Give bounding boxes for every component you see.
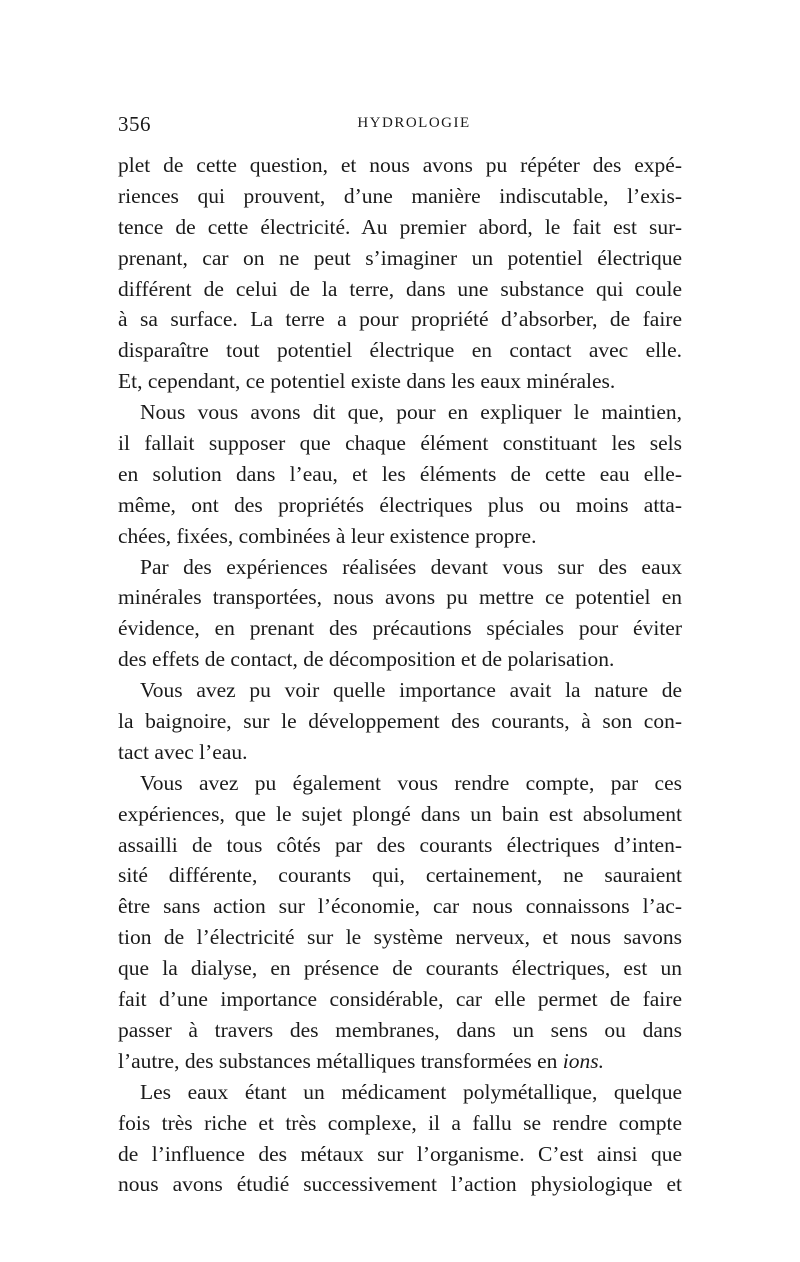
page-number: 356 xyxy=(118,112,151,136)
text-line-content: Les eaux étant un médicament polymétallique, quelque xyxy=(140,1079,682,1104)
text-line xyxy=(118,799,682,830)
text-line xyxy=(118,830,682,861)
text-line xyxy=(118,304,682,335)
text-line xyxy=(118,1108,682,1139)
text-line xyxy=(118,768,682,799)
text-line-content: disparaître tout potentiel électrique en contact avec elle. xyxy=(118,338,682,363)
text-line-content: nous avons étudié successivement l’action physiologique et xyxy=(118,1172,682,1197)
text-line xyxy=(118,644,682,675)
text-line-content: il fallait supposer que chaque élément constituant les sels xyxy=(118,431,682,456)
text-line-content: que la dialyse, en présence de courants électriques, est un xyxy=(118,956,682,981)
text-line-content: tact avec l’eau. xyxy=(118,739,248,764)
text-line xyxy=(118,984,682,1015)
text-line-content: Et, cependant, ce potentiel existe dans les eaux minérales. xyxy=(118,369,616,394)
text-line-content: en solution dans l’eau, et les éléments de cette eau elle- xyxy=(118,461,682,486)
text-line-content: être sans action sur l’économie, car nous connaissons l’ac- xyxy=(118,894,682,919)
text-line xyxy=(118,860,682,891)
text-line xyxy=(118,953,682,984)
running-title: HYDROLOGIE xyxy=(357,115,471,131)
text-line xyxy=(118,582,682,613)
italic-word: ions. xyxy=(562,1048,604,1073)
text-line-content: chées, fixées, combinées à leur existence propre. xyxy=(118,523,537,548)
text-line xyxy=(118,1015,682,1046)
text-line-content: évidence, en prenant des précautions spéciales pour éviter xyxy=(118,616,682,641)
text-line-content: Nous vous avons dit que, pour en expliquer le maintien, xyxy=(140,400,682,425)
text-line xyxy=(118,181,682,212)
text-line-content: fois très riche et très complexe, il a fallu se rendre compte xyxy=(118,1110,682,1135)
text-line-content: Vous avez pu voir quelle importance avait la nature de xyxy=(140,678,682,703)
text-line-content: tion de l’électricité sur le système nerveux, et nous savons xyxy=(118,925,682,950)
text-line xyxy=(118,459,682,490)
text-line xyxy=(118,274,682,305)
text-line-content: passer à travers des membranes, dans un sens ou dans xyxy=(118,1017,682,1042)
text-line-content: expériences, que le sujet plongé dans un bain est absolument xyxy=(118,801,682,826)
text-line xyxy=(118,1169,682,1200)
text-line xyxy=(118,150,682,181)
text-line-content: différent de celui de la terre, dans une substance qui coule xyxy=(118,276,682,301)
text-line xyxy=(118,428,682,459)
text-line xyxy=(118,335,682,366)
text-line xyxy=(118,706,682,737)
text-line xyxy=(118,521,682,552)
text-line-content: Vous avez pu également vous rendre compte, par ces xyxy=(140,770,682,795)
text-line-content: fait d’une importance considérable, car elle permet de faire xyxy=(118,987,682,1012)
text-line-content: Par des expériences réalisées devant vous sur des eaux xyxy=(140,554,682,579)
text-line-content: minérales transportées, nous avons pu mettre ce potentiel en xyxy=(118,585,682,610)
text-line-content: riences qui prouvent, d’une manière indiscutable, l’exis- xyxy=(118,183,682,208)
text-line xyxy=(118,675,682,706)
text-line xyxy=(118,922,682,953)
text-line-content: prenant, car on ne peut s’imaginer un potentiel électrique xyxy=(118,245,682,270)
text-line xyxy=(118,243,682,274)
text-line-content: même, ont des propriétés électriques plus ou moins atta- xyxy=(118,492,682,517)
text-line xyxy=(118,1046,682,1077)
text-line-content: à sa surface. La terre a pour propriété d’absorber, de faire xyxy=(118,307,682,332)
text-line xyxy=(118,490,682,521)
text-line xyxy=(118,1077,682,1108)
text-line xyxy=(118,891,682,922)
text-line-content: des effets de contact, de décomposition et de polarisation. xyxy=(118,647,615,672)
text-line-content: de l’influence des métaux sur l’organisme. C’est ainsi que xyxy=(118,1141,682,1166)
text-line-content: tence de cette électricité. Au premier abord, le fait est sur- xyxy=(118,214,682,239)
text-line xyxy=(118,552,682,583)
text-line xyxy=(118,1139,682,1170)
text-line-content: plet de cette question, et nous avons pu répéter des expé- xyxy=(118,153,682,177)
text-line xyxy=(118,212,682,243)
body-text xyxy=(118,150,682,1200)
text-line xyxy=(118,613,682,644)
text-line xyxy=(118,397,682,428)
text-line-content: la baignoire, sur le développement des courants, à son con- xyxy=(118,709,682,734)
text-line-content: l’autre, des substances métalliques transformées en xyxy=(118,1048,563,1073)
text-line-content: sité différente, courants qui, certainement, ne sauraient xyxy=(118,863,682,888)
page-header xyxy=(118,112,682,138)
text-line xyxy=(118,737,682,768)
text-line xyxy=(118,366,682,397)
text-line-content: assailli de tous côtés par des courants électriques d’inten- xyxy=(118,832,682,857)
